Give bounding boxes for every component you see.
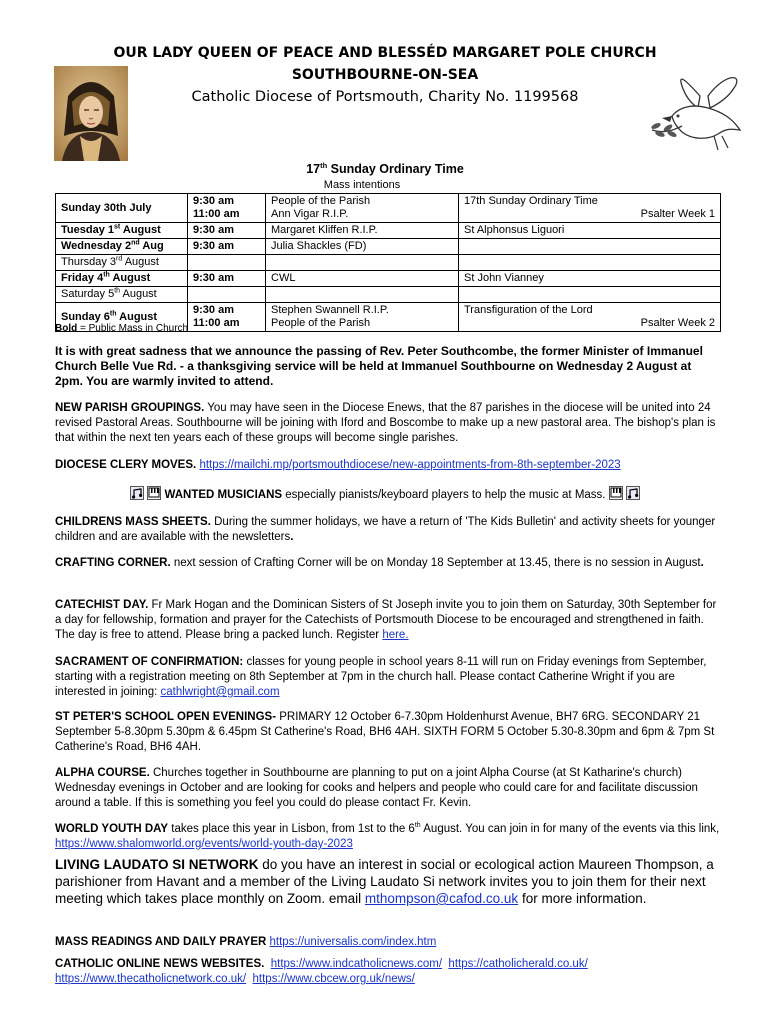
table-header-row — [56, 178, 721, 194]
catholic-news-sites: CATHOLIC ONLINE NEWS WEBSITES. https://www.indcatholicnews.com/ https://catholicherald.co.uk/ https://www.thecatholicnetwork.co.uk/ https://www.cbcew.org.uk/news/ — [55, 958, 588, 985]
st-peters-open-evenings: ST PETER'S SCHOOL OPEN EVENINGS- PRIMARY 12 October 6-7.30pm Holdenhurst Avenue, BH7 6RG. SECONDARY 21 September 5-8.30pm 5.30pm & 6.45pm St Catherine's Road, BH6 4AH. SIXTH FORM 5 October 5.30-8.30pm and 6pm & 7pm St Catherine's Road, BH6 4AH. — [55, 711, 715, 753]
time-cell — [188, 287, 266, 303]
feast-cell: 17th Sunday Ordinary Time Psalter Week 1 — [459, 194, 721, 223]
day-cell: Wednesday 2nd Aug — [56, 239, 188, 255]
feast-cell — [459, 239, 721, 255]
catechist-day: CATECHIST DAY. Fr Mark Hogan and the Dominican Sisters of St Joseph invite you to join them on Saturday, 30th September for a day for fellowship, formation and prayer for the Catechists of Portsmouth Diocese to be encouraged and strengthened in faith. The day is free to attend. Please bring a packed lunch. Register here. — [55, 599, 717, 641]
table-row — [56, 271, 721, 287]
day-cell: Sunday 30th July — [56, 194, 188, 223]
feast-cell — [459, 255, 721, 271]
time-cell — [188, 255, 266, 271]
psalter-label: Psalter Week 2 — [640, 317, 715, 329]
feast-cell: Transfiguration of the Lord Psalter Week 2 — [459, 303, 721, 332]
intention-cell: Margaret Kliffen R.I.P. — [266, 223, 459, 239]
music-note-icon — [130, 486, 144, 500]
time-cell: 9:30 am 11:00 am — [188, 303, 266, 332]
church-name-line1: OUR LADY QUEEN OF PEACE AND BLESSÉD MARGARET POLE CHURCH — [113, 45, 657, 61]
day-cell: Tuesday 1st August — [56, 223, 188, 239]
wyd-link[interactable]: https://www.shalomworld.org/events/world-youth-day-2023 — [55, 838, 353, 850]
keyboard-icon — [609, 486, 623, 500]
news-link[interactable]: https://www.indcatholicnews.com/ — [270, 958, 443, 970]
announcement: It is with great sadness that we announce the passing of Rev. Peter Southcombe, the former Minister of Immanuel Church Belle Vue Rd. - a thanksgiving service will be held at Immanuel Southbourne on Wednesday 2 August at 2pm. You are warmly invited to attend. — [55, 344, 703, 388]
laudato-si-network: LIVING LAUDATO SI NETWORK do you have an interest in social or ecological action Maureen Thompson, a parishioner from Havant and a member of the Living Laudato Si network invites you to join them for their next meeting which takes place monthly on Zoom. email mthompson@cafod.co.uk for more information. — [55, 857, 714, 906]
intentions-header: Mass intentions — [323, 179, 401, 191]
table-row — [56, 194, 721, 223]
intention-cell — [266, 255, 459, 271]
time-cell: 9:30 am — [188, 223, 266, 239]
time-cell: 9:30 am 11:00 am — [188, 194, 266, 223]
intention-cell: CWL — [266, 271, 459, 287]
music-note-icon — [626, 486, 640, 500]
portrait-image — [54, 66, 128, 161]
intention-cell: Stephen Swannell R.I.P. People of the Parish — [266, 303, 459, 332]
mass-readings: MASS READINGS AND DAILY PRAYER https://universalis.com/index.htm — [55, 936, 437, 948]
section-title: 17th Sunday Ordinary Time — [306, 161, 464, 177]
email-link[interactable]: cathlwright@gmail.com — [160, 686, 280, 698]
world-youth-day: WORLD YOUTH DAY takes place this year in Lisbon, from 1st to the 6th August. You can join in for many of the events via this link, https://www.shalomworld.org/events/world-youth-day-2023 — [55, 822, 720, 850]
table-row — [56, 287, 721, 303]
keyboard-icon — [147, 486, 161, 500]
childrens-mass-sheets: CHILDRENS MASS SHEETS. During the summer holidays, we have a return of 'The Kids Bulletin' and activity sheets for younger children and are available with the newsletters. — [55, 516, 716, 543]
news-link[interactable]: https://catholicherald.co.uk/ — [448, 958, 588, 970]
intention-cell: People of the Parish Ann Vigar R.I.P. — [266, 194, 459, 223]
news-link[interactable]: https://www.cbcew.org.uk/news/ — [252, 973, 415, 985]
table-row — [56, 239, 721, 255]
mass-schedule-table — [55, 178, 721, 332]
psalter-label: Psalter Week 1 — [640, 208, 715, 220]
dove-icon — [648, 70, 758, 158]
news-link[interactable]: https://www.thecatholicnetwork.co.uk/ — [55, 973, 247, 985]
table-row — [56, 223, 721, 239]
table-legend: Bold = Public Mass in Church — [55, 323, 189, 334]
feast-cell: St Alphonsus Liguori — [459, 223, 721, 239]
feast-cell: St John Vianney — [459, 271, 721, 287]
intention-cell — [266, 287, 459, 303]
day-cell: Friday 4th August — [56, 271, 188, 287]
universalis-link[interactable]: https://universalis.com/index.htm — [269, 936, 437, 948]
email-link[interactable]: mthompson@cafod.co.uk — [364, 891, 519, 906]
alpha-course: ALPHA COURSE. Churches together in Southbourne are planning to put on a joint Alpha Course (at St Katharine's church) Wednesday evenings in October and are looking for cooks and helpers and people who could care for and facilitate discussion around a table. If this is something you feel you could do please contact Fr. Kevin. — [55, 767, 698, 809]
table-row — [56, 255, 721, 271]
crafting-corner: CRAFTING CORNER. next session of Crafting Corner will be on Monday 18 September at 13.45, there is no session in August. — [55, 557, 704, 569]
parish-groupings: NEW PARISH GROUPINGS. You may have seen in the Diocese Enews, that the 87 parishes in the diocese will be united into 24 revised Pastoral Areas. Southbourne will be joining with Iford and Boscombe to make up a new pastoral area. The bishop's plan is that within the next ten years each of these groups will become single parishes. — [55, 402, 716, 444]
register-link[interactable]: here. — [382, 629, 409, 641]
feast-cell — [459, 287, 721, 303]
time-cell: 9:30 am — [188, 239, 266, 255]
clergy-moves-link[interactable]: https://mailchi.mp/portsmouthdiocese/new-appointments-from-8th-september-2023 — [199, 459, 621, 471]
time-cell: 9:30 am — [188, 271, 266, 287]
intention-cell: Julia Shackles (FD) — [266, 239, 459, 255]
day-cell: Sunday 6th August — [56, 303, 188, 332]
diocese-subtitle: Catholic Diocese of Portsmouth, Charity No. 1199568 — [191, 89, 579, 105]
clergy-moves: DIOCESE CLERY MOVES. https://mailchi.mp/portsmouthdiocese/new-appointments-from-8th-september-2023 — [55, 459, 621, 471]
day-cell: Saturday 5th August — [56, 287, 188, 303]
wanted-musicians: WANTED MUSICIANS especially pianists/keyboard players to help the music at Mass. — [0, 486, 770, 501]
church-name-line2: SOUTHBOURNE-ON-SEA — [291, 67, 479, 83]
day-cell: Thursday 3rd August — [56, 255, 188, 271]
confirmation: SACRAMENT OF CONFIRMATION: classes for young people in school years 8-11 will run on Friday evenings from September, starting with a registration meeting on 8th September at 7pm in the church hall. Please contact Catherine Wright if you are interested in joining: cathlwright@gmail.com — [55, 656, 707, 698]
